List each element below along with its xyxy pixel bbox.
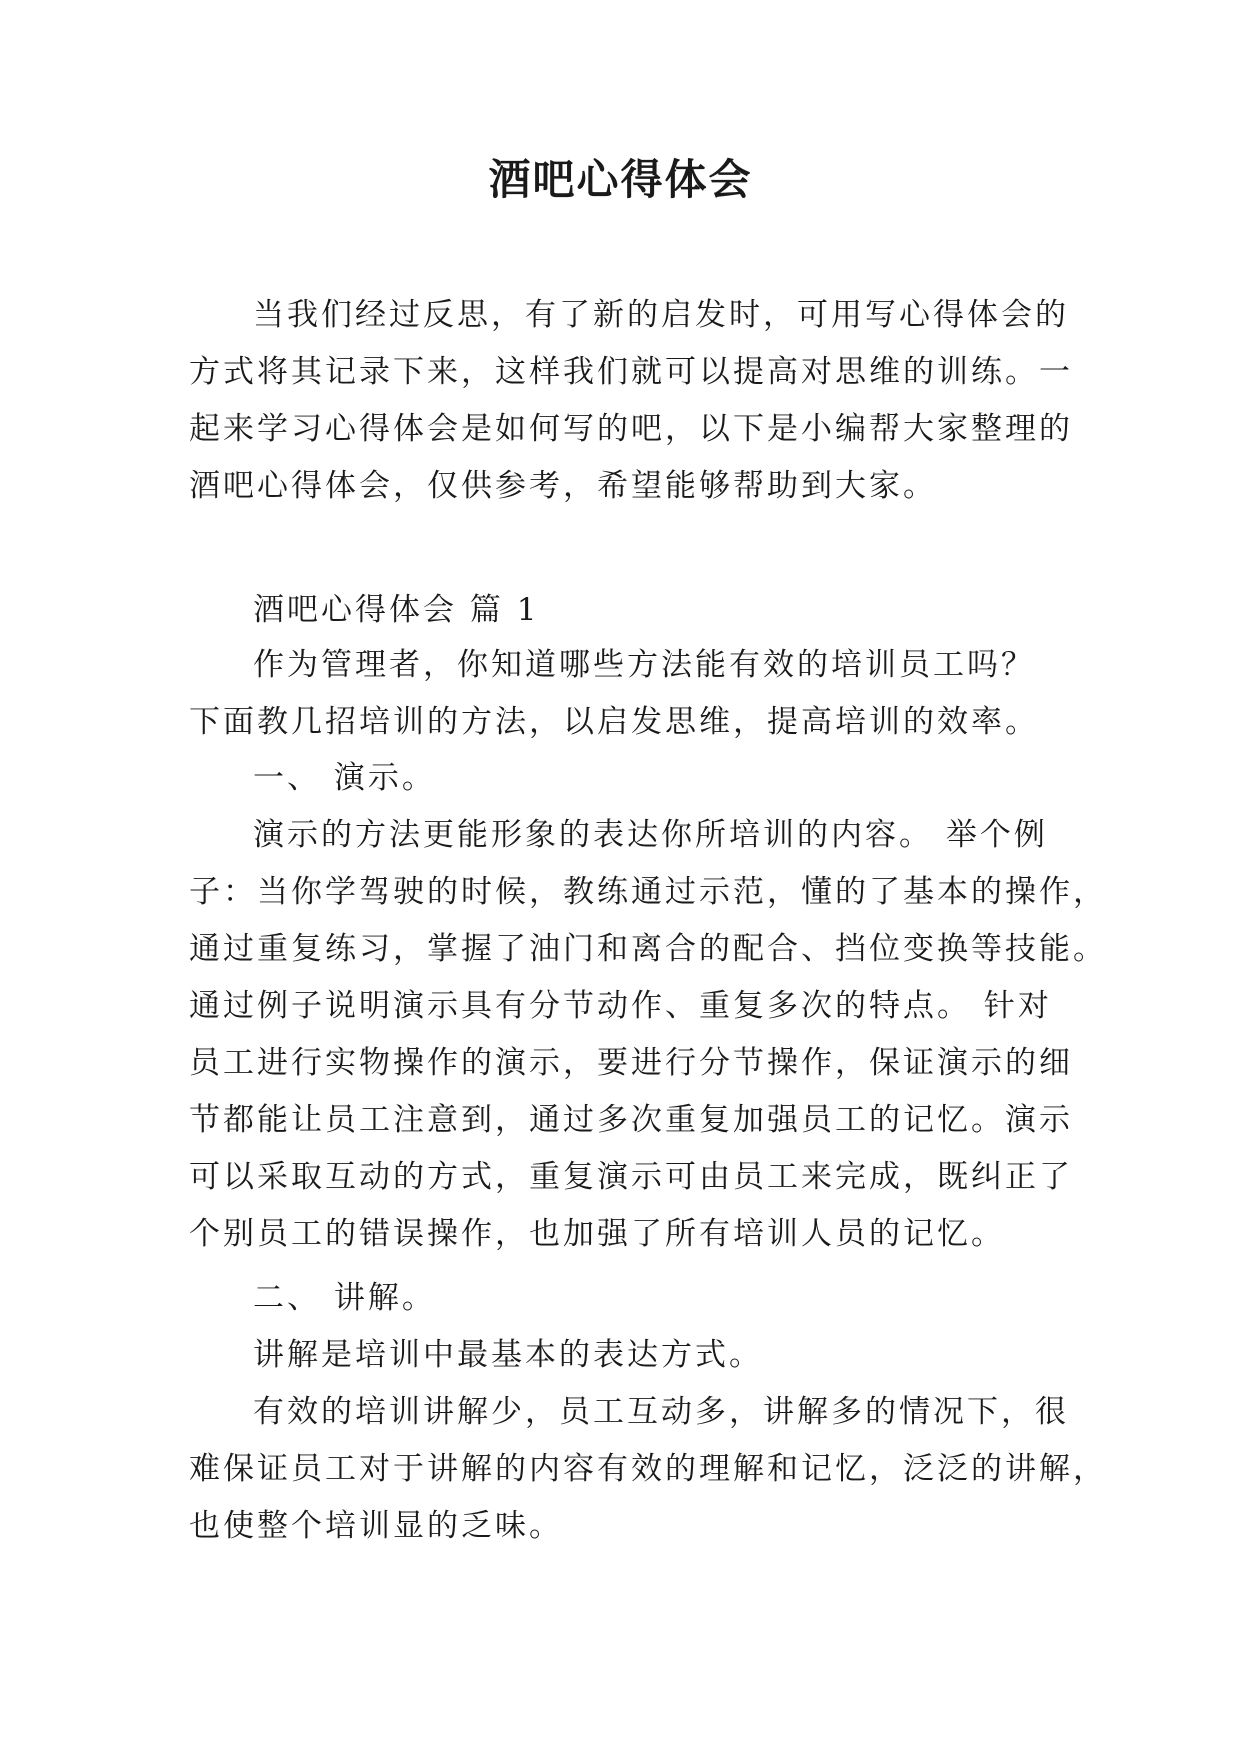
paragraph-line: 通过例子说明演示具有分节动作、重复多次的特点。 针对 — [189, 988, 1052, 1024]
intro-paragraph — [189, 287, 1073, 515]
paragraph-line: 下面教几招培训的方法，以启发思维，提高培训的效率。 — [189, 704, 1039, 740]
paragraph-line: 难保证员工对于讲解的内容有效的理解和记忆，泛泛的讲解， — [189, 1451, 1107, 1487]
paragraph-line: 作为管理者，你知道哪些方法能有效的培训员工吗？ — [253, 647, 1035, 683]
intro-line: 起来学习心得体会是如何写的吧，以下是小编帮大家整理的 — [189, 411, 1073, 447]
intro-line: 酒吧心得体会，仅供参考，希望能够帮助到大家。 — [189, 468, 937, 504]
intro-line: 方式将其记录下来，这样我们就可以提高对思维的训练。一 — [189, 354, 1073, 390]
paragraph-line: 员工进行实物操作的演示，要进行分节操作，保证演示的细 — [189, 1045, 1073, 1081]
paragraph-line: 节都能让员工注意到，通过多次重复加强员工的记忆。演示 — [189, 1102, 1073, 1138]
paragraph-line: 演示的方法更能形象的表达你所培训的内容。 举个例 — [253, 817, 1048, 853]
paragraph-line: 通过重复练习，掌握了油门和离合的配合、挡位变换等技能。 — [189, 931, 1107, 967]
paragraph-explanation-basic: 讲解是培训中最基本的表达方式。 — [253, 1337, 763, 1373]
paragraph-explanation-detail — [189, 1384, 1107, 1555]
paragraph-intro-training — [189, 637, 1051, 751]
section-heading: 酒吧心得体会 篇 1 — [253, 592, 540, 628]
intro-line: 当我们经过反思，有了新的启发时，可用写心得体会的 — [253, 297, 1069, 333]
list-item-explanation: 二、 讲解。 — [253, 1280, 436, 1316]
paragraph-line: 可以采取互动的方式，重复演示可由员工来完成，既纠正了 — [189, 1159, 1073, 1195]
paragraph-line: 也使整个培训显的乏味。 — [189, 1508, 563, 1544]
paragraph-demonstration — [189, 807, 1107, 1263]
paragraph-line: 个别员工的错误操作，也加强了所有培训人员的记忆。 — [189, 1216, 1005, 1252]
paragraph-line: 有效的培训讲解少，员工互动多，讲解多的情况下，很 — [253, 1394, 1069, 1430]
document-title: 酒吧心得体会 — [488, 155, 753, 204]
list-item-demonstration: 一、 演示。 — [253, 760, 436, 796]
paragraph-line: 子：当你学驾驶的时候，教练通过示范，懂的了基本的操作， — [189, 874, 1107, 910]
